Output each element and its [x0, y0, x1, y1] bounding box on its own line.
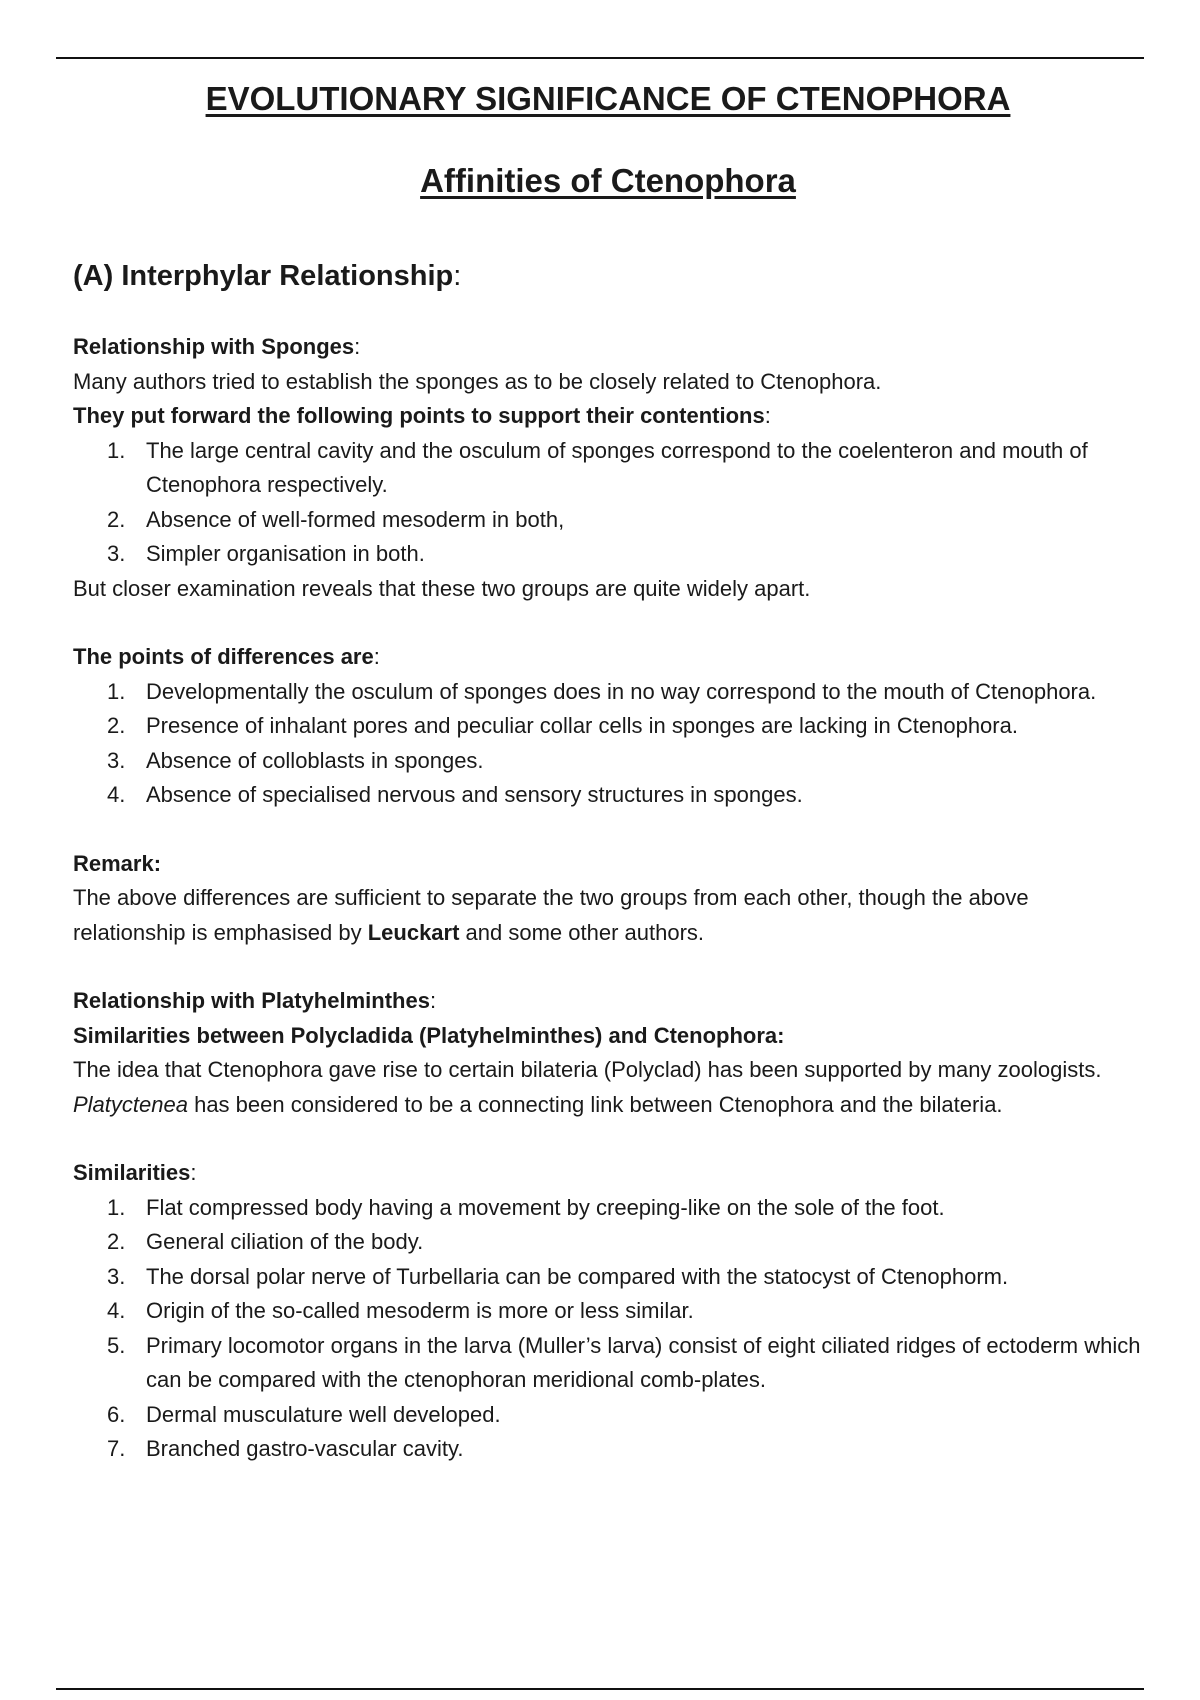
list-item-text: Flat compressed body having a movement by creeping-like on the sole of the foot.: [146, 1194, 945, 1220]
platyhelminthes-heading-text: Relationship with Platyhelminthes: [73, 988, 430, 1013]
list-item-number: 1.: [107, 678, 126, 704]
bottom-rule: [56, 1688, 1144, 1690]
differences-heading-colon: :: [373, 644, 380, 669]
list-item-number: 3.: [107, 747, 126, 773]
list-item: [73, 434, 1143, 503]
list-item: [73, 1329, 1143, 1398]
list-item: [73, 1225, 1143, 1260]
differences-list: [73, 675, 1143, 813]
list-item-number: 7.: [107, 1436, 126, 1461]
sponges-points-list: [73, 434, 1143, 572]
sponges-heading-text: Relationship with Sponges: [73, 334, 355, 359]
sponges-points-heading-text: They put forward the following points to support their contentions: [73, 403, 765, 428]
list-item-text: Absence of well-formed mesoderm in both,: [146, 506, 565, 532]
list-item: [73, 537, 1143, 572]
section-a-heading-text: (A) Interphylar Relationship: [73, 260, 454, 292]
list-item-text: Presence of inhalant pores and peculiar collar cells in sponges are lacking in Ctenophora.: [146, 713, 1018, 738]
remark-text: [73, 881, 1143, 950]
list-item-text: Primary locomotor organs in the larva (Muller’s larva) consist of eight ciliated ridges of ectoderm which can be compared with the ctenophoran meridional comb-plates.: [146, 1332, 1141, 1392]
list-item: [73, 675, 1143, 710]
page-subtitle: Affinities of Ctenophora: [420, 162, 796, 199]
sponges-points-heading-colon: :: [764, 403, 771, 428]
list-item-text: Branched gastro-vascular cavity.: [146, 1436, 464, 1461]
list-item: [73, 1398, 1143, 1433]
platyhelminthes-intro: [73, 1053, 1143, 1122]
differences-heading: [73, 640, 1143, 675]
list-item: [73, 1260, 1143, 1295]
list-item-number: 6.: [107, 1401, 126, 1427]
list-item-text: Developmentally the osculum of sponges does in no way correspond to the mouth of Ctenophora.: [146, 678, 1097, 704]
list-item: [73, 744, 1143, 779]
list-item-text: The dorsal polar nerve of Turbellaria can be compared with the statocyst of Ctenophorm.: [146, 1263, 1009, 1289]
sponges-points-heading: [73, 399, 1143, 434]
sponges-heading: [73, 330, 1143, 365]
platyhelminthes-intro-taxon: Platyctenea: [73, 1091, 188, 1117]
list-item-number: 3.: [107, 541, 126, 566]
similarities-heading: [73, 1156, 1143, 1191]
list-item-text: General ciliation of the body.: [146, 1229, 424, 1254]
list-item-text: The large central cavity and the osculum of sponges correspond to the coelenteron and mouth of Ctenophora respectively.: [146, 437, 1088, 497]
list-item: [73, 709, 1143, 744]
similarities-list: [73, 1191, 1143, 1467]
section-a-heading: [73, 256, 1143, 296]
polycladida-similarities-heading: Similarities between Polycladida (Platyhelminthes) and Ctenophora:: [73, 1022, 785, 1048]
list-item-number: 5.: [107, 1332, 126, 1358]
platyhelminthes-intro-pre: The idea that Ctenophora gave rise to certain bilateria (Polyclad) has been supported by many zoologists.: [73, 1057, 1102, 1082]
list-item: [73, 503, 1143, 538]
list-item: [73, 1432, 1143, 1467]
list-item: [73, 1294, 1143, 1329]
list-item-number: 4.: [107, 1298, 126, 1323]
platyhelminthes-heading-colon: :: [429, 988, 437, 1013]
differences-heading-text: The points of differences are: [73, 644, 374, 669]
top-rule: [56, 57, 1144, 59]
list-item-text: Dermal musculature well developed.: [146, 1401, 501, 1427]
document-body: [73, 74, 1143, 1467]
list-item-number: 1.: [107, 1194, 126, 1220]
list-item-number: 3.: [107, 1263, 126, 1289]
list-item-text: Simpler organisation in both.: [146, 541, 425, 566]
list-item: [73, 778, 1143, 813]
list-item-text: Absence of specialised nervous and sensory structures in sponges.: [146, 782, 803, 807]
list-item-number: 1.: [107, 437, 126, 463]
page-title: EVOLUTIONARY SIGNIFICANCE OF CTENOPHORA: [205, 80, 1011, 117]
platyhelminthes-heading: [73, 984, 1143, 1019]
similarities-heading-colon: :: [190, 1160, 197, 1185]
list-item-text: Origin of the so-called mesoderm is more or less similar.: [146, 1298, 694, 1323]
platyhelminthes-intro-post: has been considered to be a connecting link between Ctenophora and the bilateria.: [187, 1091, 1003, 1117]
remark-text-post: and some other authors.: [459, 919, 705, 945]
remark-heading: Remark:: [73, 850, 162, 876]
sponges-intro: Many authors tried to establish the sponges as to be closely related to Ctenophora.: [73, 368, 882, 394]
list-item-number: 2.: [107, 506, 126, 532]
sponges-conclusion: But closer examination reveals that these two groups are quite widely apart.: [73, 575, 811, 601]
remark-text-pre: The above differences are sufficient to separate the two groups from each other, though the above relationship is emphasised by: [73, 885, 1029, 945]
sponges-heading-colon: :: [354, 334, 361, 359]
section-a-heading-colon: :: [453, 260, 462, 292]
list-item-number: 4.: [107, 782, 126, 807]
remark-text-author: Leuckart: [367, 919, 460, 945]
list-item: [73, 1191, 1143, 1226]
list-item-text: Absence of colloblasts in sponges.: [146, 747, 484, 773]
similarities-heading-text: Similarities: [73, 1160, 191, 1185]
list-item-number: 2.: [107, 713, 126, 738]
list-item-number: 2.: [107, 1229, 126, 1254]
